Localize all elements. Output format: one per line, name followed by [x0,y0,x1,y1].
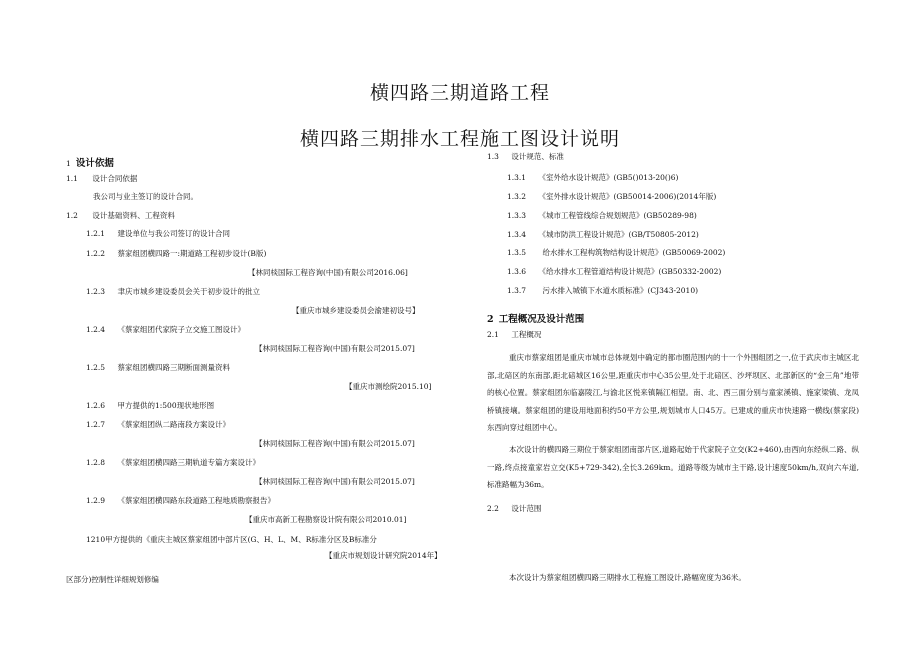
document-subtitle: 横四路三期排水工程施工图设计说明 [299,128,620,150]
paragraph-project: 本次设计的横四路三期位于蔡家组团南部片区,道路起始于代家院子立交(K2+460),由西向东经纵二路、纵一路,终点接童家岩立交(K5+729-342),全长3.269km。道路等级为城市主干路,设计速度50km/h,双向六车道,标准路幅为36m。 [487,445,859,489]
list-item [86,248,266,259]
item-source: 【林同棪国际工程咨询(中国)有限公司2015.07] [255,477,415,486]
document-title: 横四路三期道路工程 [369,82,550,104]
item-number: 1.3.7 [507,286,527,295]
item-text: 《蔡家组团横四路三期轨道专篇方案设计》 [117,458,260,467]
list-item [86,400,214,411]
item-number: 1.3.2 [507,192,527,201]
standard-item [507,172,678,183]
section-2-1-heading [487,329,541,340]
item-number: 1.2.7 [86,420,106,429]
item-number: 1.3.1 [507,173,527,182]
item-text: 给水排水工程构筑物结构设计规范》(GB50069-2002) [542,248,726,257]
list-item [86,324,245,335]
item-text: 《给水排水工程管道结构设计规范》(GB50332-2002) [538,267,722,276]
left-footer-text: 区部分)控制性详细规划修编 [66,575,159,584]
standard-item [507,210,697,221]
item-number: 1.3.3 [507,211,527,220]
item-text: 聿庆市城乡建设委员会关于初步设计的批立 [117,287,260,296]
section-label: 工程概况及设计范围 [498,314,585,325]
list-item [86,457,260,468]
item-number: 1.2.8 [86,458,106,467]
section-number: 1.3 [487,152,499,161]
item-number: 1.2.3 [86,287,106,296]
right-footer-text: 本次设计为蔡家组团横四路三期排水工程施工图设计,路幅宽度为36米。 [509,573,746,582]
section-label: 设计依据 [75,158,114,169]
section-number: 1.1 [66,174,78,183]
item-text: 污水排入城镇下水道水质标准》(CJ343-2010) [542,286,699,295]
item-source: 【林同棪国际工程咨询(中国)有限公司2016.06] [248,268,408,277]
standard-item [507,266,721,277]
section-1-3-heading [487,151,564,162]
item-number: 1.3.6 [507,267,527,276]
section-2-2-heading [487,503,541,514]
section-label: 设计规范、标准 [511,152,564,161]
section-label: 工程概况 [511,330,542,339]
item-text: 《蔡家组团纵二路南段方案设计》 [117,420,230,429]
list-item [86,362,230,373]
item-source: 【重庆市城乡建设委员会渝建初设号】 [292,306,420,315]
section-2-heading [487,307,584,326]
section-1-1-heading [66,173,137,184]
section-label: 设计合同依据 [92,174,138,183]
item-source: 【重庆市测绘院2015.10] [345,382,432,391]
item-text: 《城市防洪工程设计规范》(GB/T50805-2012) [538,230,699,239]
list-item [86,286,260,297]
item-source: 【林同棪国际工程咨询(中国)有限公司2015.07] [255,344,415,353]
item-text: 《室外给水设计规范》(GB5()013-20()6) [538,173,679,182]
standard-item [507,285,698,296]
item-number: 1.2.9 [86,496,106,505]
list-item [86,228,230,239]
section-number: 2 [487,314,494,325]
item-number: 1.2.2 [86,249,106,258]
section-number: 1 [66,159,71,168]
section-1-2-heading [66,210,175,221]
list-item: 1210甲方提供的《重庆主城区蔡家组团中部片区(G、H、L、M、R标准分区及B标准分 [86,535,377,544]
section-number: 2.2 [487,504,499,513]
item-text: 蔡家组团横四路一:期道路工程初步设计(B版) [117,249,267,258]
section-1-1-text: 我公司与业主签订的设计合同。 [93,192,198,201]
item-source: 【重庆市规划设计研究院2014年】 [325,551,442,560]
section-1-heading [66,151,114,170]
list-item [86,495,275,506]
item-text: 《室外排水设计规范》(GB50014-2006)(2014年版) [538,192,717,201]
list-item [86,419,230,430]
section-number: 2.1 [487,330,499,339]
item-text: 甲方提供的1:500现状地形图 [117,401,215,410]
item-number: 1.2.6 [86,401,106,410]
item-number: 1.2.4 [86,325,106,334]
standard-item [507,229,699,240]
item-text: 《蔡家组团代家院子立交施工图设计》 [117,325,245,334]
standard-item [507,191,716,202]
item-number: 1.2.1 [86,229,106,238]
item-number: 1.3.4 [507,230,527,239]
item-text: 建设单位与我公司签订的设计合同 [117,229,230,238]
item-source: 【林同棪国际工程咨询(中国)有限公司2015.07] [255,439,415,448]
item-text: 蔡家组团横四路三期断面测量资料 [117,363,230,372]
item-text: 《蔡家组团横四路东段道路工程地质勘察报告》 [117,496,275,505]
section-number: 1.2 [66,211,78,220]
item-source: 【重庆市高新工程勘察设计院有限公司2010.01] [245,515,407,524]
section-label: 设计基础资料、工程资料 [92,211,175,220]
item-number: 1.3.5 [507,248,527,257]
standard-item [507,247,725,258]
item-number: 1.2.5 [86,363,106,372]
paragraph-overview: 重庆市蔡家组团是重庆市城市总体规划中确定的都市圈范围内的十一个外围组团之一,位于武庆市主城区北部,北碚区的东南部,距北碚城区16公里,距重庆市中心35公里,处于北碚区、沙坪坝区、北部新区的“金三角”地带的核心位置。蔡家组团东临嘉陵江,与渝北区悦来镇隔江相望。南、北、西三面分别与童家溪镇、施家梁镇、龙凤桥镇接壤。蔡家组团的建设用地面积约50平方公里,规划城市人口45万。已建成的重庆市快速路一横线(蔡家段)东西向穿过组团中心。 [487,353,859,432]
section-label: 设计范围 [511,504,542,513]
item-text: 《城市工程管线综合规划规范》(GB50289-98) [538,211,697,220]
